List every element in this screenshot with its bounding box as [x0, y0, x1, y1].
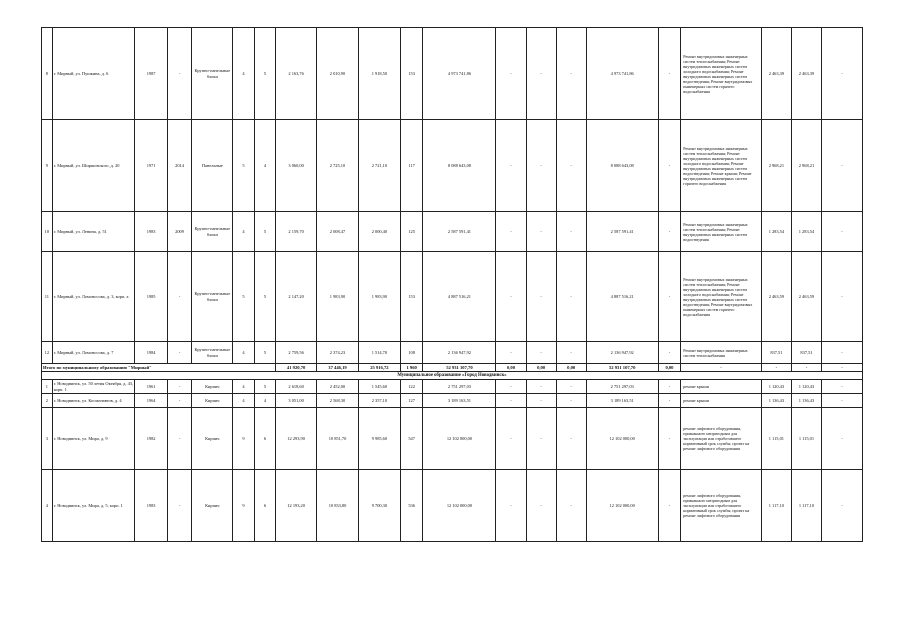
- cell-c3: -: [556, 470, 586, 542]
- total-a2: 37 446,19: [317, 364, 359, 372]
- cell-u1: 2 463,59: [761, 252, 791, 342]
- cell-c2: -: [526, 28, 556, 120]
- cell-a3: 1 545,60: [358, 380, 400, 394]
- cell-a2: 1 983,90: [317, 252, 359, 342]
- cell-n: 9: [42, 120, 53, 212]
- cell-year1: 1985: [135, 252, 167, 342]
- cell-res: 108: [400, 342, 423, 364]
- cell-u1: 1 283,54: [761, 212, 791, 252]
- cell-c2: -: [526, 408, 556, 470]
- cell-c5: -: [658, 212, 681, 252]
- cell-u1: 1 136,43: [761, 394, 791, 408]
- cell-cost: 3 189 163,51: [423, 394, 496, 408]
- cell-ent: 6: [254, 470, 275, 542]
- cell-floors: 9: [233, 408, 254, 470]
- cell-c2: -: [526, 120, 556, 212]
- cell-u1: 1 115,01: [761, 408, 791, 470]
- total-res: 1 960: [400, 364, 423, 372]
- cell-n: 8: [42, 28, 53, 120]
- cell-a2: 2 452,00: [317, 380, 359, 394]
- cell-floors: 4: [233, 342, 254, 364]
- housing-repair-table: [41, 27, 863, 542]
- cell-c2: -: [526, 470, 556, 542]
- table-row: [42, 470, 863, 542]
- cell-year2: -: [167, 342, 192, 364]
- cell-n: 1: [42, 380, 53, 394]
- cell-addr: г. Мирный, ул. Ломоносова, д. 7: [52, 342, 135, 364]
- cell-cost: 8 088 643,08: [423, 120, 496, 212]
- cell-a2: 2 568,30: [317, 394, 359, 408]
- total-label: Итого по муниципальному образованию "Мирный": [42, 364, 276, 372]
- cell-a1: 2 159,70: [276, 212, 317, 252]
- cell-n: 12: [42, 342, 53, 364]
- cell-u3: -: [822, 470, 863, 542]
- cell-wall: Кирпич: [192, 470, 233, 542]
- cell-c3: -: [556, 408, 586, 470]
- cell-u3: -: [822, 28, 863, 120]
- cell-c4: 8 088 643,08: [586, 120, 658, 212]
- total-c3: 0,00: [556, 364, 586, 372]
- table-row: [42, 408, 863, 470]
- cell-c1: -: [496, 380, 526, 394]
- cell-work: Ремонт внутридомовых инженерных систем теплоснабжения: [681, 342, 762, 364]
- cell-c4: 12 102 000,00: [586, 408, 658, 470]
- cell-wall: Крупно-панельные блоки: [192, 252, 233, 342]
- cell-a1: 12 193,20: [276, 470, 317, 542]
- cell-c3: -: [556, 342, 586, 364]
- cell-u2: 2 463,39: [791, 28, 821, 120]
- total-cost: 52 931 107,70: [423, 364, 496, 372]
- total-work: -: [681, 364, 762, 372]
- cell-addr: г. Мирный, ул. Ленина, д. 51: [52, 212, 135, 252]
- cell-c4: 2 136 947,92: [586, 342, 658, 364]
- table-row: [42, 342, 863, 364]
- cell-a1: 3 060,00: [276, 120, 317, 212]
- cell-a2: 10 833,80: [317, 470, 359, 542]
- cell-year1: 1964: [135, 394, 167, 408]
- cell-floors: 4: [233, 28, 254, 120]
- cell-year2: -: [167, 470, 192, 542]
- total-u2: -: [791, 364, 821, 372]
- cell-n: 3: [42, 408, 53, 470]
- cell-wall: Панельные: [192, 120, 233, 212]
- section-title: Муниципальное образование «Город Новодвинск»: [42, 372, 863, 380]
- cell-work: ремонт крыши: [681, 380, 762, 394]
- cell-work: Ремонт внутридомовых инженерных систем теплоснабжения; Ремонт внутридомовых инженерных систем холодного водоснабжения; Ремонт внутридомовых инженерных систем водоотведения; Ремонт внутридомовых инженерных систем горячего водоснабжения: [681, 252, 762, 342]
- cell-work: Ремонт внутридомовых инженерных систем теплоснабжения; Ремонт внутридомовых инженерных систем холодного водоснабжения; Ремонт внутридомовых инженерных систем водоотведения; Ремонт внутридомовых инженерных систем горячего водоснабжения: [681, 28, 762, 120]
- cell-a1: 12 293,90: [276, 408, 317, 470]
- cell-c3: -: [556, 252, 586, 342]
- cell-n: 10: [42, 212, 53, 252]
- cell-c5: -: [658, 380, 681, 394]
- table-row: [42, 28, 863, 120]
- cell-u2: 1 283,54: [791, 212, 821, 252]
- cell-c1: -: [496, 28, 526, 120]
- cell-ent: 6: [254, 408, 275, 470]
- cell-u2: 1 136,43: [791, 394, 821, 408]
- cell-year1: 1983: [135, 470, 167, 542]
- cell-wall: Крупно-панельные блоки: [192, 212, 233, 252]
- cell-u3: -: [822, 380, 863, 394]
- cell-year2: -: [167, 380, 192, 394]
- total-c1: 0,00: [496, 364, 526, 372]
- cell-u2: 837,51: [791, 342, 821, 364]
- cell-a1: 2 759,56: [276, 342, 317, 364]
- cell-c4: 12 102 000,00: [586, 470, 658, 542]
- total-c5: 0,00: [658, 364, 681, 372]
- cell-ent: 4: [254, 120, 275, 212]
- cell-c5: -: [658, 342, 681, 364]
- cell-addr: г. Мирный, ул. Ширшовского, д. 20: [52, 120, 135, 212]
- cell-c1: -: [496, 408, 526, 470]
- cell-work: Ремонт внутридомовых инженерных систем теплоснабжения; Ремонт внутридомовых инженерных систем водоотведения: [681, 212, 762, 252]
- table-row: [42, 212, 863, 252]
- cell-cost: 12 102 000,00: [423, 408, 496, 470]
- cell-year1: 1983: [135, 212, 167, 252]
- cell-n: 4: [42, 470, 53, 542]
- cell-c4: 3 189 163,51: [586, 394, 658, 408]
- cell-c3: -: [556, 120, 586, 212]
- cell-wall: Крупно-панельные блоки: [192, 342, 233, 364]
- section-header-row: [42, 372, 863, 380]
- cell-work: ремонт лифтового оборудования, признанного непригодным для эксплуатации или отработавшего нормативный срок службы; проект на ремонт лифтового оборудования: [681, 470, 762, 542]
- cell-addr: г. Мирный, ул. Пушкина, д. 6: [52, 28, 135, 120]
- cell-ent: 5: [254, 252, 275, 342]
- cell-c3: -: [556, 28, 586, 120]
- cell-a1: 3 051,00: [276, 394, 317, 408]
- cell-res: 122: [400, 380, 423, 394]
- cell-a3: 1 918,50: [358, 28, 400, 120]
- cell-c1: -: [496, 394, 526, 408]
- cell-a3: 1 514,70: [358, 342, 400, 364]
- cell-floors: 5: [233, 252, 254, 342]
- cell-c4: 2 751 297,03: [586, 380, 658, 394]
- cell-u3: -: [822, 408, 863, 470]
- cell-floors: 5: [233, 120, 254, 212]
- cell-a3: 9 700,30: [358, 470, 400, 542]
- cell-c2: -: [526, 252, 556, 342]
- cell-n: 11: [42, 252, 53, 342]
- cell-u1: 2 968,21: [761, 120, 791, 212]
- cell-year1: 1961: [135, 380, 167, 394]
- total-a1: 41 920,70: [276, 364, 317, 372]
- cell-res: 153: [400, 252, 423, 342]
- cell-res: 153: [400, 28, 423, 120]
- cell-u2: 1 115,01: [791, 408, 821, 470]
- cell-u1: 837,51: [761, 342, 791, 364]
- cell-c4: 4 973 741,86: [586, 28, 658, 120]
- cell-cost: 4 887 516,21: [423, 252, 496, 342]
- cell-res: 127: [400, 394, 423, 408]
- cell-a2: 10 851,70: [317, 408, 359, 470]
- cell-c1: -: [496, 470, 526, 542]
- total-c2: 0,00: [526, 364, 556, 372]
- cell-addr: г. Новодвинск, ул. Мира, д. 5, корп. 1: [52, 470, 135, 542]
- cell-u3: -: [822, 252, 863, 342]
- cell-ent: 5: [254, 342, 275, 364]
- cell-c5: -: [658, 408, 681, 470]
- cell-year2: -: [167, 252, 192, 342]
- cell-floors: 4: [233, 380, 254, 394]
- cell-year2: 2014: [167, 120, 192, 212]
- cell-addr: г. Новодвинск, ул. 50 летия Октября, д. 43, корп. 1: [53, 381, 134, 392]
- cell-c1: -: [496, 342, 526, 364]
- cell-ent: 5: [254, 28, 275, 120]
- cell-year1: 1971: [135, 120, 167, 212]
- cell-c2: -: [526, 212, 556, 252]
- cell-year1: 1984: [135, 342, 167, 364]
- cell-wall: Кирпич: [192, 380, 233, 394]
- cell-res: 117: [400, 120, 423, 212]
- cell-a3: 1 983,90: [358, 252, 400, 342]
- cell-c1: -: [496, 120, 526, 212]
- cell-floors: 4: [233, 212, 254, 252]
- cell-cost: 2 587 591,41: [423, 212, 496, 252]
- cell-res: 536: [400, 470, 423, 542]
- cell-c5: -: [658, 28, 681, 120]
- total-a3: 25 916,72: [358, 364, 400, 372]
- cell-c3: -: [556, 394, 586, 408]
- cell-wall: Крупно-панельные блоки: [192, 28, 233, 120]
- cell-cost: 2 136 947,92: [423, 342, 496, 364]
- cell-a2: 2 725,10: [317, 120, 359, 212]
- cell-c2: -: [526, 380, 556, 394]
- program-table-page: [41, 27, 863, 542]
- cell-n: 2: [42, 394, 53, 408]
- cell-floors: 4: [233, 394, 254, 408]
- cell-a3: 2 357,10: [358, 394, 400, 408]
- cell-work: ремонт лифтового оборудования, признанного непригодным для эксплуатации или отработавшего нормативный срок службы; проект на ремонт лифтового оборудования: [681, 408, 762, 470]
- cell-work: Ремонт внутридомовых инженерных систем теплоснабжения; Ремонт внутридомовых инженерных систем холодного водоснабжения; Ремонт внутридомовых инженерных систем водоотведения; Ремонт крыши; Ремонт внутридомовых инженерных систем горячего водоснабжения: [681, 120, 762, 212]
- cell-ent: 5: [254, 380, 275, 394]
- cell-u2: 2 968,21: [791, 120, 821, 212]
- cell-ent: 5: [254, 212, 275, 252]
- cell-a3: 9 985,60: [358, 408, 400, 470]
- cell-c1: -: [496, 212, 526, 252]
- cell-cost: 12 102 000,00: [423, 470, 496, 542]
- cell-c3: -: [556, 212, 586, 252]
- cell-c5: -: [658, 120, 681, 212]
- cell-addr: г. Мирный, ул. Ломоносова, д. 3, корп. а: [52, 252, 135, 342]
- cell-cost: 4 973 741,86: [423, 28, 496, 120]
- cell-year2: -: [167, 408, 192, 470]
- cell-u2: 1 120,43: [791, 380, 821, 394]
- cell-c5: -: [658, 470, 681, 542]
- cell-res: 547: [400, 408, 423, 470]
- total-u1: -: [761, 364, 791, 372]
- table-row: [42, 380, 863, 394]
- cell-a2: 2 374,23: [317, 342, 359, 364]
- cell-c2: -: [526, 394, 556, 408]
- cell-a1: 2 618,60: [276, 380, 317, 394]
- cell-a3: 2 721,10: [358, 120, 400, 212]
- cell-u2: 2 463,59: [791, 252, 821, 342]
- cell-c2: -: [526, 342, 556, 364]
- cell-year1: 1982: [135, 408, 167, 470]
- cell-u1: 1 117,10: [761, 470, 791, 542]
- cell-floors: 9: [233, 470, 254, 542]
- table-row: [42, 120, 863, 212]
- cell-year2: -: [167, 394, 192, 408]
- total-u3: -: [822, 364, 863, 372]
- cell-wall: Кирпич: [192, 408, 233, 470]
- cell-u3: -: [822, 342, 863, 364]
- cell-year2: -: [167, 28, 192, 120]
- cell-u3: -: [822, 120, 863, 212]
- cell-a3: 2 000,40: [358, 212, 400, 252]
- cell-work: ремонт крыши: [681, 394, 762, 408]
- cell-wall: Кирпич: [192, 394, 233, 408]
- cell-c4: 4 887 516,21: [586, 252, 658, 342]
- table-row: [42, 252, 863, 342]
- cell-c3: -: [556, 380, 586, 394]
- cell-ent: 4: [254, 394, 275, 408]
- cell-c5: -: [658, 394, 681, 408]
- cell-u1: 1 120,43: [761, 380, 791, 394]
- table-row: [42, 394, 863, 408]
- cell-u3: -: [822, 394, 863, 408]
- cell-a1: 2 147,20: [276, 252, 317, 342]
- cell-u2: 1 117,10: [791, 470, 821, 542]
- cell-c4: 2 587 591,41: [586, 212, 658, 252]
- cell-year2: 2009: [167, 212, 192, 252]
- cell-a2: 2 008,47: [317, 212, 359, 252]
- cell-u1: 2 463,39: [761, 28, 791, 120]
- total-row: [42, 364, 863, 372]
- cell-u3: -: [822, 212, 863, 252]
- table-body: [42, 28, 863, 542]
- cell-c5: -: [658, 252, 681, 342]
- cell-addr: г. Новодвинск, ул. Космонавтов, д. 4: [52, 394, 135, 408]
- cell-a1: 2 163,76: [276, 28, 317, 120]
- cell-c1: -: [496, 252, 526, 342]
- total-c4: 52 931 107,70: [586, 364, 658, 372]
- cell-addr: г. Новодвинск, ул. Мира, д. 9: [52, 408, 135, 470]
- cell-year1: 1987: [135, 28, 167, 120]
- cell-a2: 2 010,90: [317, 28, 359, 120]
- cell-cost: 2 751 297,03: [423, 380, 496, 394]
- cell-res: 125: [400, 212, 423, 252]
